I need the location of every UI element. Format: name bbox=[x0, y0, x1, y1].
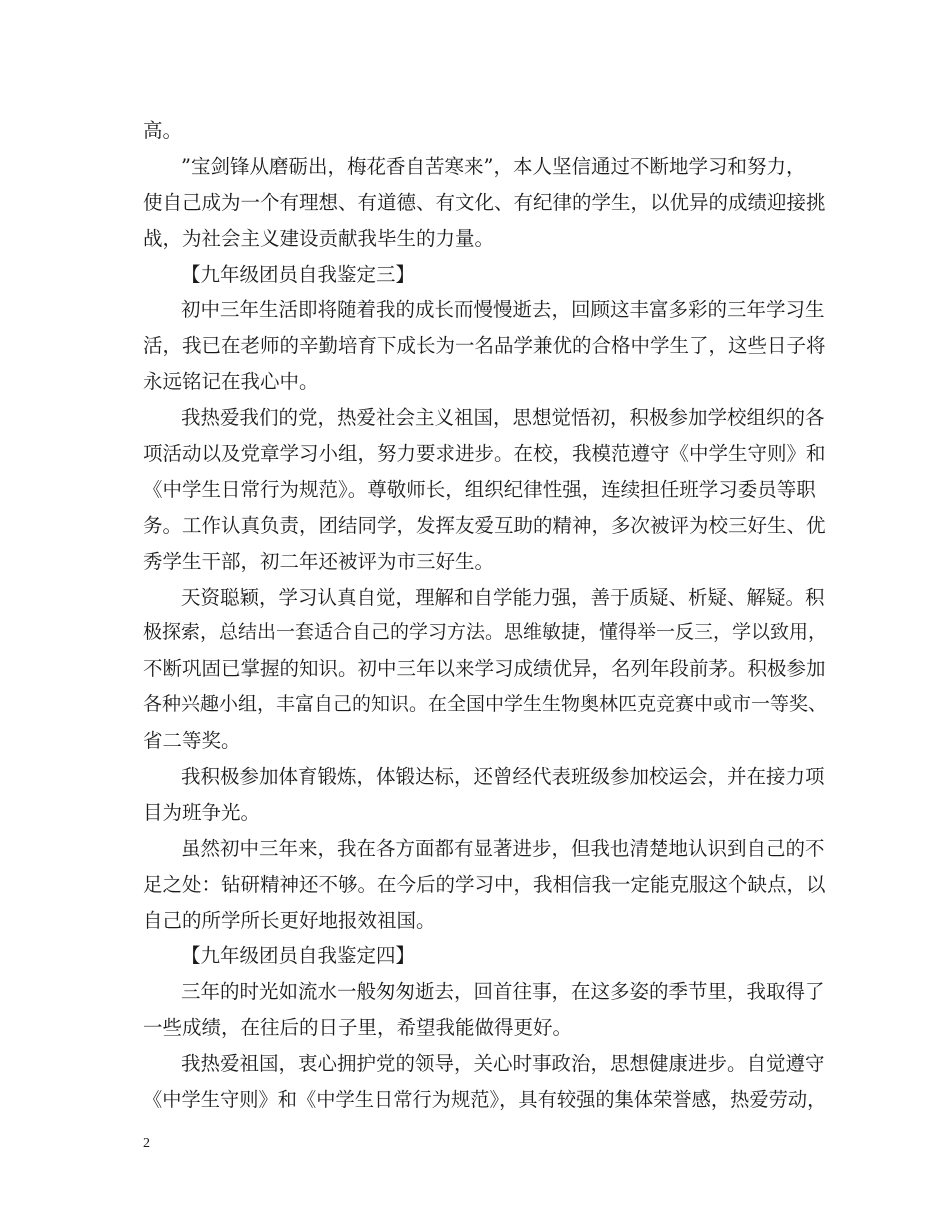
text-line: 高。 bbox=[143, 119, 183, 142]
page-number: 2 bbox=[143, 1136, 150, 1151]
text-line: 极探索，总结出一套适合自己的学习方法。思维敏捷，懂得举一反三，学以致用， bbox=[143, 621, 828, 644]
text-line: 《中学生守则》和《中学生日常行为规范》，具有较强的集体荣誉感，热爱劳动， bbox=[143, 1088, 827, 1112]
text-line: 天资聪颖，学习认真自觉，理解和自学能力强，善于质疑、析疑、解疑。积 bbox=[181, 585, 825, 609]
text-line: 初中三年生活即将随着我的成长而慢慢逝去，回顾这丰富多彩的三年学习生 bbox=[181, 298, 825, 322]
text-line: 战，为社会主义建设贡献我毕生的力量。 bbox=[143, 226, 495, 250]
text-line: 我热爱祖国，衷心拥护党的领导，关心时事政治，思想健康进步。自觉遵守 bbox=[181, 1052, 825, 1076]
text-line: 自己的所学所长更好地报效祖国。 bbox=[143, 908, 436, 932]
section-heading: 【九年级团员自我鉴定四】 bbox=[181, 944, 416, 968]
text-line: 永远铭记在我心中。 bbox=[143, 370, 319, 394]
text-line: 省二等奖。 bbox=[143, 729, 241, 753]
text-line: 足之处：钻研精神还不够。在今后的学习中，我相信我一定能克服这个缺点，以 bbox=[143, 872, 826, 896]
text-line: 秀学生干部，初二年还被评为市三好生。 bbox=[143, 549, 495, 573]
text-line: 项活动以及党章学习小组，努力要求进步。在校，我模范遵守《中学生守则》和 bbox=[143, 442, 826, 466]
text-line: ”宝剑锋从磨砺出，梅花香自苦寒来”，本人坚信通过不断地学习和努力， bbox=[181, 154, 806, 178]
text-line: 使自己成为一个有理想、有道德、有文化、有纪律的学生，以优异的成绩迎接挑 bbox=[143, 190, 826, 214]
text-line: 一些成绩，在往后的日子里，希望我能做得更好。 bbox=[143, 1016, 573, 1040]
document-body bbox=[143, 113, 828, 1118]
text-line: 我积极参加体育锻炼，体锻达标，还曾经代表班级参加校运会，并在接力项 bbox=[181, 765, 825, 789]
text-line: 三年的时光如流水一般匆匆逝去，回首往事，在这多姿的季节里，我取得了 bbox=[181, 980, 825, 1004]
text-line: 活，我已在老师的辛勤培育下成长为一名品学兼优的合格中学生了，这些日子将 bbox=[143, 334, 826, 358]
text-line: 《中学生日常行为规范》。尊敬师长，组织纪律性强，连续担任班学习委员等职 bbox=[143, 477, 816, 501]
text-line: 目为班争光。 bbox=[143, 800, 261, 824]
text-line: 务。工作认真负责，团结同学，发挥友爱互助的精神，多次被评为校三好生、优 bbox=[143, 513, 826, 537]
text-line: 虽然初中三年来，我在各方面都有显著进步，但我也清楚地认识到自己的不 bbox=[181, 836, 825, 860]
section-heading: 【九年级团员自我鉴定三】 bbox=[181, 262, 416, 286]
text-line: 我热爱我们的党，热爱社会主义祖国，思想觉悟初，积极参加学校组织的各 bbox=[181, 406, 825, 430]
text-line: 各种兴趣小组，丰富自己的知识。在全国中学生生物奥林匹克竞赛中或市一等奖、 bbox=[143, 693, 828, 716]
text-line: 不断巩固已掌握的知识。初中三年以来学习成绩优异，名列年段前茅。积极参加 bbox=[143, 657, 826, 681]
